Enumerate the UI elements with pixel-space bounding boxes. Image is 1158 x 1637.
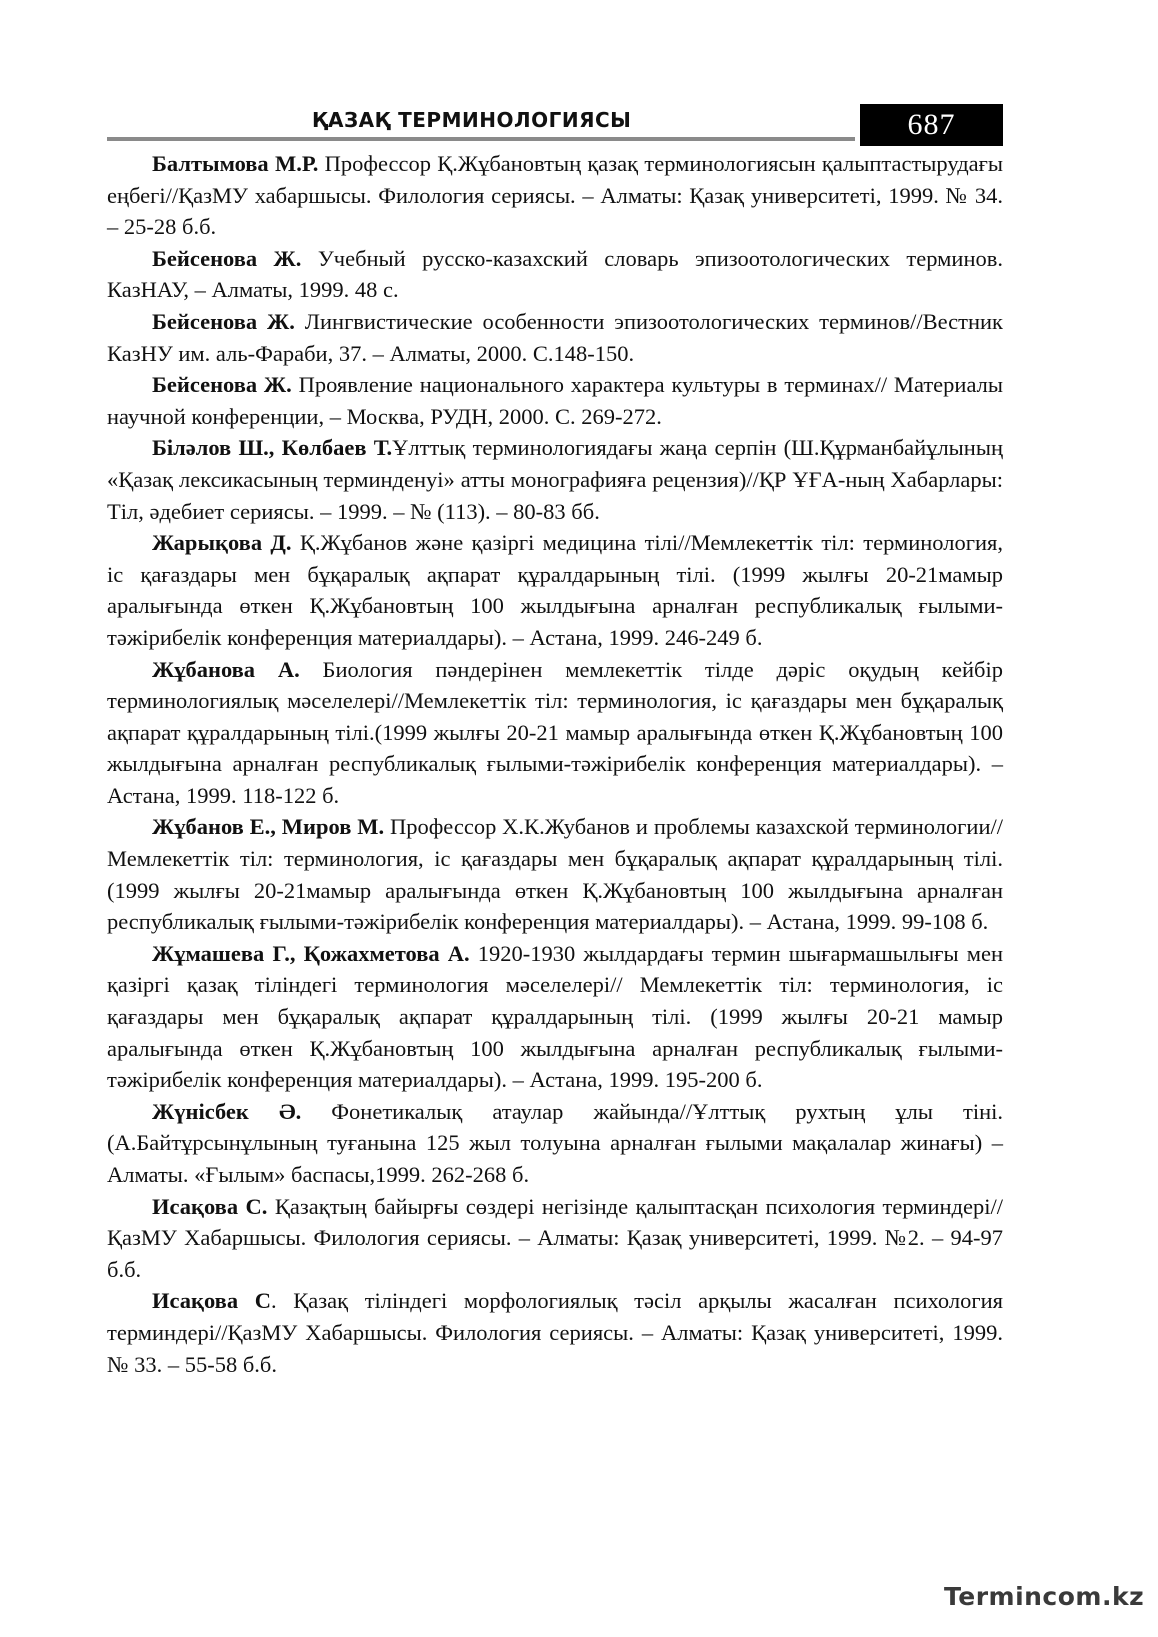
- entry-author: Жұмашева Г., Қожахметова А.: [152, 940, 470, 966]
- entry-author: Жұбанов Е., Миров М.: [152, 814, 385, 840]
- bibliography-list: [107, 148, 1003, 1380]
- entry-text: Қазақтың байырғы сөздері негізінде қалыптасқан психология терминдері//ҚазМУ Хабаршысы. Филология сериясы. – Алматы: Қазақ университеті, 1999. №2. – 94-97 б.б.: [107, 1193, 1003, 1282]
- entry-author: Балтымова М.Р.: [152, 151, 319, 176]
- entry-text: 1920-1930 жылдардағы термин шығармашылығы мен қазіргі қазақ тіліндегі терминология мәселелері// Мемлекеттік тіл: терминология, іс қағаздары мен бұқаралық ақпарат құралдарының тілі. (1999 жылғы 20-21 мамыр аралығында өткен Қ.Жұбановтың 100 жылдығына арналған республикалық ғылыми-тәжірибелік конференция материалдары). – Астана, 1999. 195-200 б.: [107, 940, 1003, 1093]
- entry-text: Қ.Жұбанов және қазіргі медицина тілі//Мемлекеттік тіл: терминология, іс қағаздары мен бұқаралық ақпарат құралдарының тілі. (1999 жылғы 20-21мамыр аралығында өткен Қ.Жұбановтың 100 жылдығына арналған республикалық ғылыми-тәжірибелік конференция материалдары). – Астана, 1999. 246-249 б.: [107, 530, 1003, 650]
- bibliography-entry: [107, 243, 1003, 306]
- entry-author: Жұбанова А.: [152, 656, 300, 682]
- bibliography-entry: [107, 938, 1003, 1096]
- entry-text: Фонетикалық атаулар жайында//Ұлттық рухтың ұлы тіні. (А.Байтұрсынұлының туғанына 125 жыл толуына арналған ғылыми мақалалар жинағы) – Алматы. «Ғылым» баспасы,1999. 262-268 б.: [107, 1098, 1004, 1187]
- running-title: ҚАЗАҚ ТЕРМИНОЛОГИЯСЫ: [312, 108, 632, 132]
- bibliography-entry: [107, 432, 1003, 527]
- bibliography-entry: [107, 527, 1003, 653]
- bibliography-entry: [107, 148, 1003, 243]
- entry-text: Проявление национального характера культуры в терминах// Материалы научной конференции, – Москва, РУДН, 2000. С. 269-272.: [107, 372, 1003, 429]
- bibliography-entry: [107, 369, 1003, 432]
- entry-text: Учебный русско-казахский словарь эпизоотологических терминов. КазНАУ, – Алматы, 1999. 48 с.: [107, 245, 1003, 303]
- entry-text: Лингвистические особенности эпизоотологических терминов//Вестник КазНУ им. аль-Фараби, 37. – Алматы, 2000. С.148-150.: [107, 308, 1003, 366]
- entry-author: Жарықова Д.: [152, 530, 292, 556]
- bibliography-entry: [107, 811, 1003, 937]
- entry-text: Профессор Қ.Жұбановтың қазақ терминологиясын қалыптастырудағы еңбегі//ҚазМУ хабаршысы. Филология сериясы. – Алматы: Қазақ университеті, 1999. № 34. – 25-28 б.б.: [107, 151, 1003, 240]
- bibliography-entry: [107, 1285, 1003, 1380]
- page-header: [107, 104, 1003, 146]
- entry-author: Бейсенова Ж.: [152, 245, 302, 271]
- header-rule: [107, 137, 855, 141]
- bibliography-entry: [107, 1096, 1003, 1191]
- entry-text: Биология пәндерінен мемлекеттік тілде дәріс оқудың кейбір терминологиялық мәселелері//Мемлекеттік тіл: терминология, іс қағаздары мен бұқаралық ақпарат құралдарының тілі.(1999 жылғы 20-21 мамыр аралығында өткен Қ.Жұбановтың 100 жылдығына арналған республикалық ғылыми-тәжірибелік конференция материалдары). – Астана, 1999. 118-122 б.: [107, 656, 1003, 808]
- site-watermark: Termincom.kz: [944, 1582, 1145, 1611]
- entry-text: Ұлттық терминологиядағы жаңа серпін (Ш.Құрманбайұлының «Қазақ лексикасының терминденуі» атты монографияға рецензия)//ҚР ҰҒА-ның Хабарлары: Тіл, әдебиет сериясы. – 1999. – № (113). – 80-83 бб.: [107, 435, 1003, 524]
- entry-author: Бейсенова Ж.: [152, 308, 295, 334]
- entry-author: Исақова С.: [152, 1193, 268, 1219]
- bibliography-entry: [107, 1191, 1003, 1286]
- page-number: 687: [907, 108, 956, 141]
- entry-author: Бейсенова Ж.: [152, 372, 292, 398]
- entry-text: . Қазақ тіліндегі морфологиялық тәсіл арқылы жасалған психология терминдері//ҚазМУ Хабаршысы. Филология сериясы. – Алматы: Қазақ университеті, 1999. № 33. – 55-58 б.б.: [107, 1288, 1003, 1377]
- page-number-box: [860, 104, 1003, 146]
- bibliography-entry: [107, 306, 1003, 369]
- entry-author: Жүнісбек Ә.: [152, 1098, 302, 1124]
- entry-author: Біләлов Ш., Көлбаев Т.: [152, 435, 393, 461]
- bibliography-entry: [107, 654, 1003, 812]
- entry-author: Исақова С: [152, 1288, 271, 1314]
- entry-text: Профессор Х.К.Жубанов и проблемы казахской терминологии//Мемлекеттік тіл: терминология, іс қағаздары мен бұқаралық ақпарат құралдарының тілі.(1999 жылғы 20-21мамыр аралығында өткен Қ.Жұбановтың 100 жылдығына арналған республикалық ғылыми-тәжірибелік конференция материалдары). – Астана, 1999. 99-108 б.: [107, 814, 1003, 935]
